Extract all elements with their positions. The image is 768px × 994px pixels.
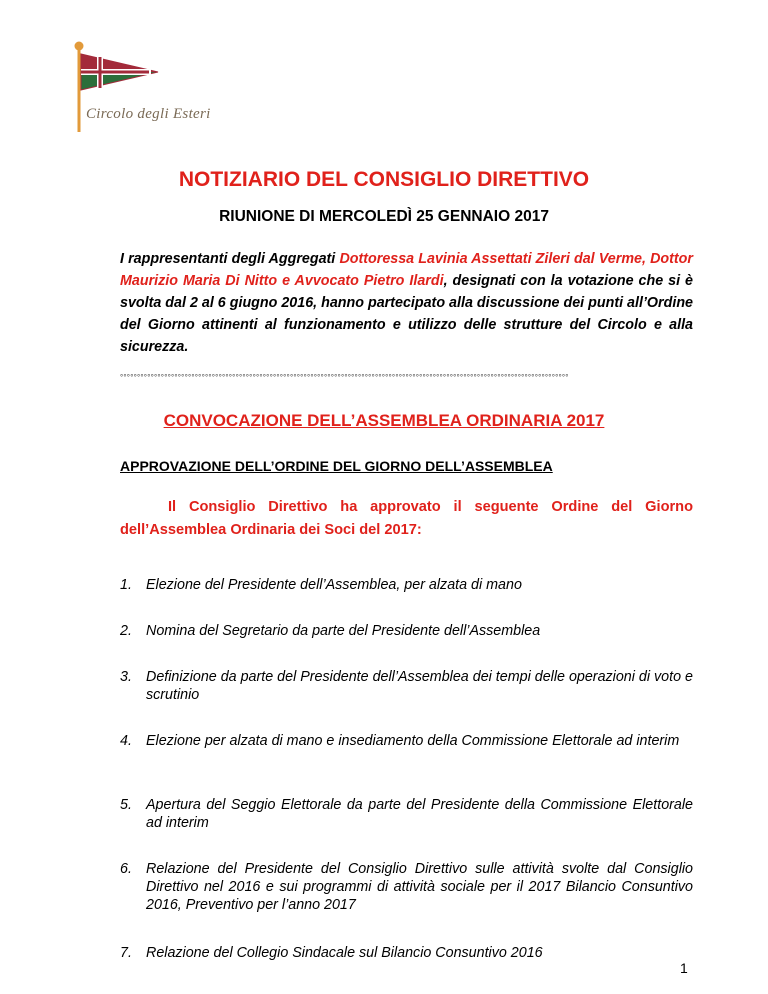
agenda-item	[120, 944, 693, 962]
intro-text-end: , designati con la votazione che si è svolta dal 2 al 6 giugno 2016, hanno partecipato alla discussione dei punti all’Ordine del Giorno attinenti al funzionamento e utilizzo delle strutture del Circolo e alla sicurezza.	[120, 273, 693, 355]
intro-paragraph	[120, 248, 693, 358]
approval-paragraph: Il Consiglio Direttivo ha approvato il seguente Ordine del Giorno dell’Assemblea Ordinaria dei Soci del 2017:	[120, 499, 693, 538]
agenda-item-text: Nomina del Segretario da parte del Presidente dell’Assemblea	[146, 623, 541, 639]
meeting-subtitle: RIUNIONE DI MERCOLEDÌ 25 GENNAIO 2017	[219, 208, 549, 225]
agenda-item	[120, 576, 693, 594]
logo	[72, 38, 242, 138]
intro-names: Dottoressa Lavinia Assettati Zileri dal Verme, Dottor Maurizio Maria Di Nitto e Avvocato Pietro Ilardi	[120, 251, 693, 289]
agenda-item-number: 2.	[120, 623, 132, 639]
agenda-item-number: 3.	[120, 669, 132, 685]
agenda-item	[120, 622, 693, 640]
agenda-item-number: 6.	[120, 861, 132, 877]
section-title: CONVOCAZIONE DELL’ASSEMBLEA ORDINARIA 2017	[163, 411, 605, 430]
agenda-item-text: Elezione per alzata di mano e insediamento della Commissione Elettorale ad interim	[146, 733, 680, 749]
pennant-flag-icon	[72, 38, 172, 138]
dotted-divider: °°°°°°°°°°°°°°°°°°°°°°°°°°°°°°°°°°°°°°°°°°°°°°°°°°°°°°°°°°°°°°°°°°°°°°°°°°°°°°°°°°°°°°°°°°°°°°°°°°°°°°°°°°°°°°°°°°°°°°°°°°°°°°°°°°°°	[120, 374, 569, 382]
logo-text: Circolo degli Esteri	[86, 106, 211, 122]
intro-text-start: I rappresentanti degli Aggregati	[120, 251, 340, 267]
agenda-item	[120, 796, 693, 832]
page-title: NOTIZIARIO DEL CONSIGLIO DIRETTIVO	[178, 168, 590, 191]
agenda-item-text: Relazione del Presidente del Consiglio Direttivo sulle attività svolte dal Consiglio Direttivo nel 2016 e sui programmi di attività sociale per il 2017 Bilancio Consuntivo 2016, Preventivo per l’anno 2017	[146, 861, 693, 913]
page-number: 1	[680, 960, 688, 976]
agenda-item-text: Elezione del Presidente dell’Assemblea, per alzata di mano	[146, 577, 522, 593]
agenda-item-text: Relazione del Collegio Sindacale sul Bilancio Consuntivo 2016	[146, 945, 543, 961]
agenda-item	[120, 860, 693, 914]
agenda-item-number: 7.	[120, 945, 132, 961]
agenda-item-number: 1.	[120, 577, 132, 593]
agenda-item-number: 4.	[120, 733, 132, 749]
agenda-item-text: Apertura del Seggio Elettorale da parte del Presidente della Commissione Elettorale ad interim	[146, 797, 693, 831]
sub-heading: APPROVAZIONE DELL’ORDINE DEL GIORNO DELL’ASSEMBLEA	[120, 458, 553, 474]
agenda-item	[120, 668, 693, 704]
agenda-item-number: 5.	[120, 797, 132, 813]
agenda-item-text: Definizione da parte del Presidente dell’Assemblea dei tempi delle operazioni di voto e scrutinio	[146, 669, 693, 703]
agenda-item	[120, 732, 693, 750]
